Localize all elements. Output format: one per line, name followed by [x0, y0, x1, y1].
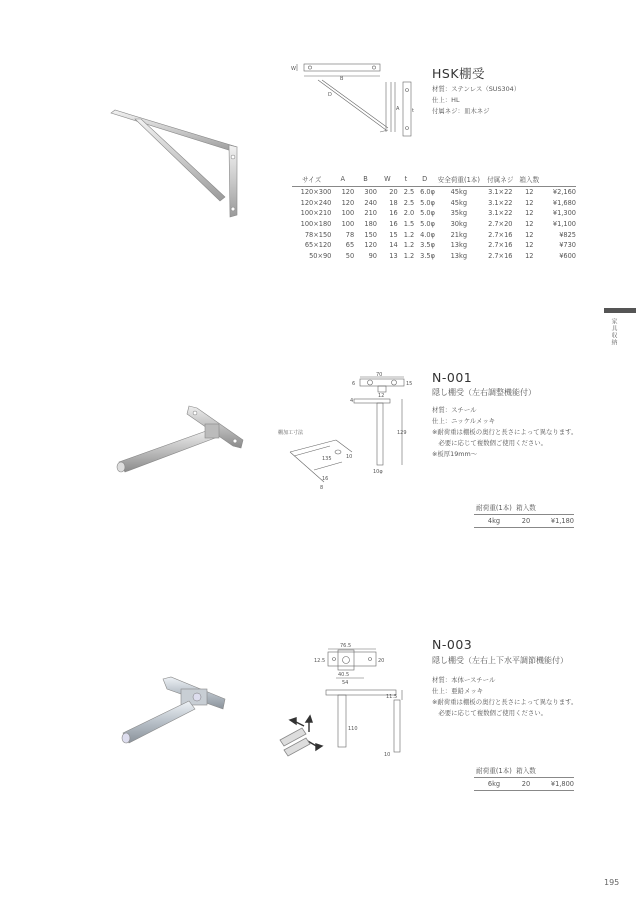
table-cell: 15 [389, 230, 398, 239]
table-cell: 1.2 [403, 241, 415, 250]
table-cell: 240 [364, 198, 377, 207]
n001-dim-16: 16 [322, 476, 329, 482]
n003-spec-material: 材質：本体ースチール [432, 676, 496, 684]
table-cell: 1.2 [403, 251, 415, 260]
col-b: B [354, 173, 377, 187]
table-cell: 5.0φ [420, 198, 435, 207]
table-cell: 100×210 [300, 209, 332, 218]
hsk-dim-d: D [328, 92, 332, 98]
n003-spec-finish: 仕上：亜鉛メッキ [432, 687, 484, 695]
col-load: 耐荷重(1本) [474, 502, 514, 515]
table-cell: 65 [345, 241, 355, 250]
table-cell: 12 [525, 230, 534, 239]
hsk-specs [432, 84, 520, 117]
table-cell: 100×180 [300, 220, 332, 229]
table-cell: 21kg [450, 230, 468, 239]
table-header-row [474, 765, 574, 778]
cell-load: 6kg [474, 778, 514, 791]
hsk-dim-a: A [396, 106, 400, 112]
table-cell: 3.5φ [420, 241, 435, 250]
page-number: 195 [604, 878, 620, 887]
hsk-title: HSK棚受 [432, 66, 486, 81]
n003-dim-765: 76.5 [340, 643, 352, 649]
n001-subtitle: 隠し棚受（左右調整機能付） [432, 388, 536, 397]
n003-specs [432, 675, 577, 719]
n001-table [474, 502, 574, 528]
table-cell: ¥730 [559, 241, 576, 250]
table-cell: 4.0φ [420, 230, 435, 239]
table-cell: 12 [525, 220, 534, 229]
table-cell: 1.5 [403, 220, 415, 229]
col-size: サイズ [292, 173, 331, 187]
col-price [538, 502, 574, 515]
n001-dim-4: 4 [350, 398, 354, 404]
n003-dim-405: 40.5 [338, 672, 350, 678]
table-cell: 180 [364, 220, 377, 229]
table-cell: 30kg [450, 220, 468, 229]
n003-dim-110: 110 [348, 726, 358, 732]
table-cell: 210 [364, 209, 377, 218]
table-cell: 2.5 [403, 188, 415, 197]
table-row [292, 219, 576, 230]
table-cell: ¥825 [559, 230, 576, 239]
table-cell: 13kg [450, 251, 468, 260]
col-w: W [377, 173, 398, 187]
col-price [541, 173, 576, 187]
n003-product-photo [115, 675, 240, 750]
hsk-dim-b: B [340, 76, 344, 82]
hsk-dim-t: t [412, 108, 414, 114]
n003-dim-10: 10 [384, 752, 391, 758]
table-row [292, 198, 576, 209]
hsk-spec-table [292, 173, 576, 261]
table-cell: 45kg [450, 188, 468, 197]
n003-dim-54: 54 [342, 680, 349, 686]
table-cell: 3.1×22 [488, 188, 513, 197]
table-cell: 2.7×16 [488, 251, 513, 260]
table-cell: 12 [525, 198, 534, 207]
table-row [474, 778, 574, 791]
side-tab-bar [604, 308, 636, 313]
col-a: A [331, 173, 354, 187]
col-qty: 箱入数 [514, 765, 538, 778]
table-cell: 78 [345, 230, 355, 239]
n001-product-photo [105, 400, 255, 480]
table-cell: 150 [364, 230, 377, 239]
n001-spec-material: 材質：スチール [432, 406, 477, 414]
n003-title: N-003 [432, 637, 473, 652]
n001-spec-note2: 必要に応じて複数個ご使用ください。 [432, 439, 548, 447]
hsk-product-photo [105, 105, 245, 220]
n001-dim-15: 15 [406, 381, 413, 387]
hsk-spec-screw: 付属ネジ：皿木ネジ [432, 107, 490, 115]
n001-spec-finish: 仕上：ニッケルメッキ [432, 417, 496, 425]
table-cell: 35kg [450, 209, 468, 218]
n003-spec-note2: 必要に応じて複数個ご使用ください。 [432, 709, 548, 717]
col-screw: 付属ネジ [483, 173, 518, 187]
table-cell: 45kg [450, 198, 468, 207]
table-cell: 16 [389, 220, 398, 229]
cell-price: ¥1,180 [538, 515, 574, 528]
table-cell: 50×90 [309, 251, 332, 260]
table-cell: 2.0 [403, 209, 415, 218]
hsk-spec-material: 材質：ステンレス（SUS304） [432, 85, 521, 93]
col-price [538, 765, 574, 778]
table-cell: 14 [389, 241, 398, 250]
col-load: 耐荷重(1本) [474, 765, 514, 778]
table-cell: 2.7×16 [488, 241, 513, 250]
table-cell: 5.0φ [420, 220, 435, 229]
table-cell: 13kg [450, 241, 468, 250]
table-cell: 2.7×20 [488, 220, 513, 229]
table-row [292, 229, 576, 240]
table-cell: 300 [364, 188, 377, 197]
table-cell: 2.5 [403, 198, 415, 207]
n001-dim-8: 8 [320, 485, 324, 491]
n001-dim-129: 129 [397, 430, 407, 436]
table-cell: 6.0φ [420, 188, 435, 197]
table-cell: 120×240 [300, 198, 332, 207]
col-qty: 箱入数 [514, 502, 538, 515]
table-cell: 13 [389, 251, 398, 260]
table-row [474, 515, 574, 528]
table-cell: 12 [525, 251, 534, 260]
table-cell: 12 [525, 241, 534, 250]
n001-dim-10: 10 [346, 454, 353, 460]
col-load: 安全荷重(1本) [435, 173, 483, 187]
n001-drawing [276, 370, 416, 495]
table-cell: 12 [525, 209, 534, 218]
table-cell: 1.2 [403, 230, 415, 239]
table-cell: 2.7×16 [488, 230, 513, 239]
n001-spec-note1: ※耐荷重は棚板の奥行と長さによって異なります。 [432, 428, 578, 436]
table-cell: 12 [525, 188, 534, 197]
n001-spec-note3: ※板厚19mm〜 [432, 450, 478, 458]
n001-specs [432, 405, 577, 460]
table-header-row [474, 502, 574, 515]
table-cell: 120×300 [300, 188, 332, 197]
table-cell: 5.0φ [420, 209, 435, 218]
n003-spec-note1: ※耐荷重は棚板の奥行と長さによって異なります。 [432, 698, 578, 706]
n003-table [474, 765, 574, 791]
n001-hole-label: 棚加工寸法 [278, 430, 304, 436]
table-header-row [292, 173, 576, 187]
table-cell: 50 [345, 251, 355, 260]
n001-dim-70: 70 [376, 372, 383, 378]
n003-drawing [272, 640, 412, 765]
col-qty: 箱入数 [518, 173, 541, 187]
table-cell: 100 [341, 209, 355, 218]
n003-dim-115: 11.5 [386, 694, 398, 700]
table-cell: 3.1×22 [488, 198, 513, 207]
hsk-drawing [288, 56, 418, 140]
table-row [292, 187, 576, 198]
table-cell: 90 [368, 251, 377, 260]
n001-dim-12: 12 [378, 393, 385, 399]
table-cell: 120 [341, 188, 355, 197]
hsk-dim-w: W [291, 66, 296, 72]
col-d: D [414, 173, 435, 187]
table-cell: ¥1,300 [552, 209, 576, 218]
hsk-spec-finish: 仕上：HL [432, 96, 460, 104]
n001-dim-135: 135 [322, 456, 332, 462]
cell-load: 4kg [474, 515, 514, 528]
table-cell: 20 [389, 188, 398, 197]
table-cell: ¥2,160 [552, 188, 576, 197]
table-cell: 3.1×22 [488, 209, 513, 218]
table-cell: 65×120 [304, 241, 332, 250]
cell-qty: 20 [514, 778, 538, 791]
n001-dim-10phi: 10φ [373, 469, 383, 475]
table-cell: 120 [341, 198, 355, 207]
n001-title: N-001 [432, 370, 473, 385]
table-cell: ¥1,100 [552, 220, 576, 229]
table-cell: 3.5φ [420, 251, 435, 260]
table-row [292, 208, 576, 219]
table-row [292, 251, 576, 262]
table-cell: 100 [341, 220, 355, 229]
table-cell: ¥1,680 [552, 198, 576, 207]
n003-subtitle: 隠し棚受（左右上下水平調節機能付） [432, 656, 568, 665]
col-t: t [398, 173, 415, 187]
cell-qty: 20 [514, 515, 538, 528]
n001-dim-6: 6 [352, 381, 356, 387]
table-cell: ¥600 [559, 251, 576, 260]
table-cell: 18 [389, 198, 398, 207]
table-cell: 120 [364, 241, 377, 250]
table-row [292, 240, 576, 251]
table-cell: 78×150 [304, 230, 332, 239]
table-cell: 16 [389, 209, 398, 218]
side-tab-label: 家具収納 [610, 318, 617, 346]
n003-dim-125: 12.5 [314, 658, 326, 664]
cell-price: ¥1,800 [538, 778, 574, 791]
n003-dim-20: 20 [378, 658, 385, 664]
